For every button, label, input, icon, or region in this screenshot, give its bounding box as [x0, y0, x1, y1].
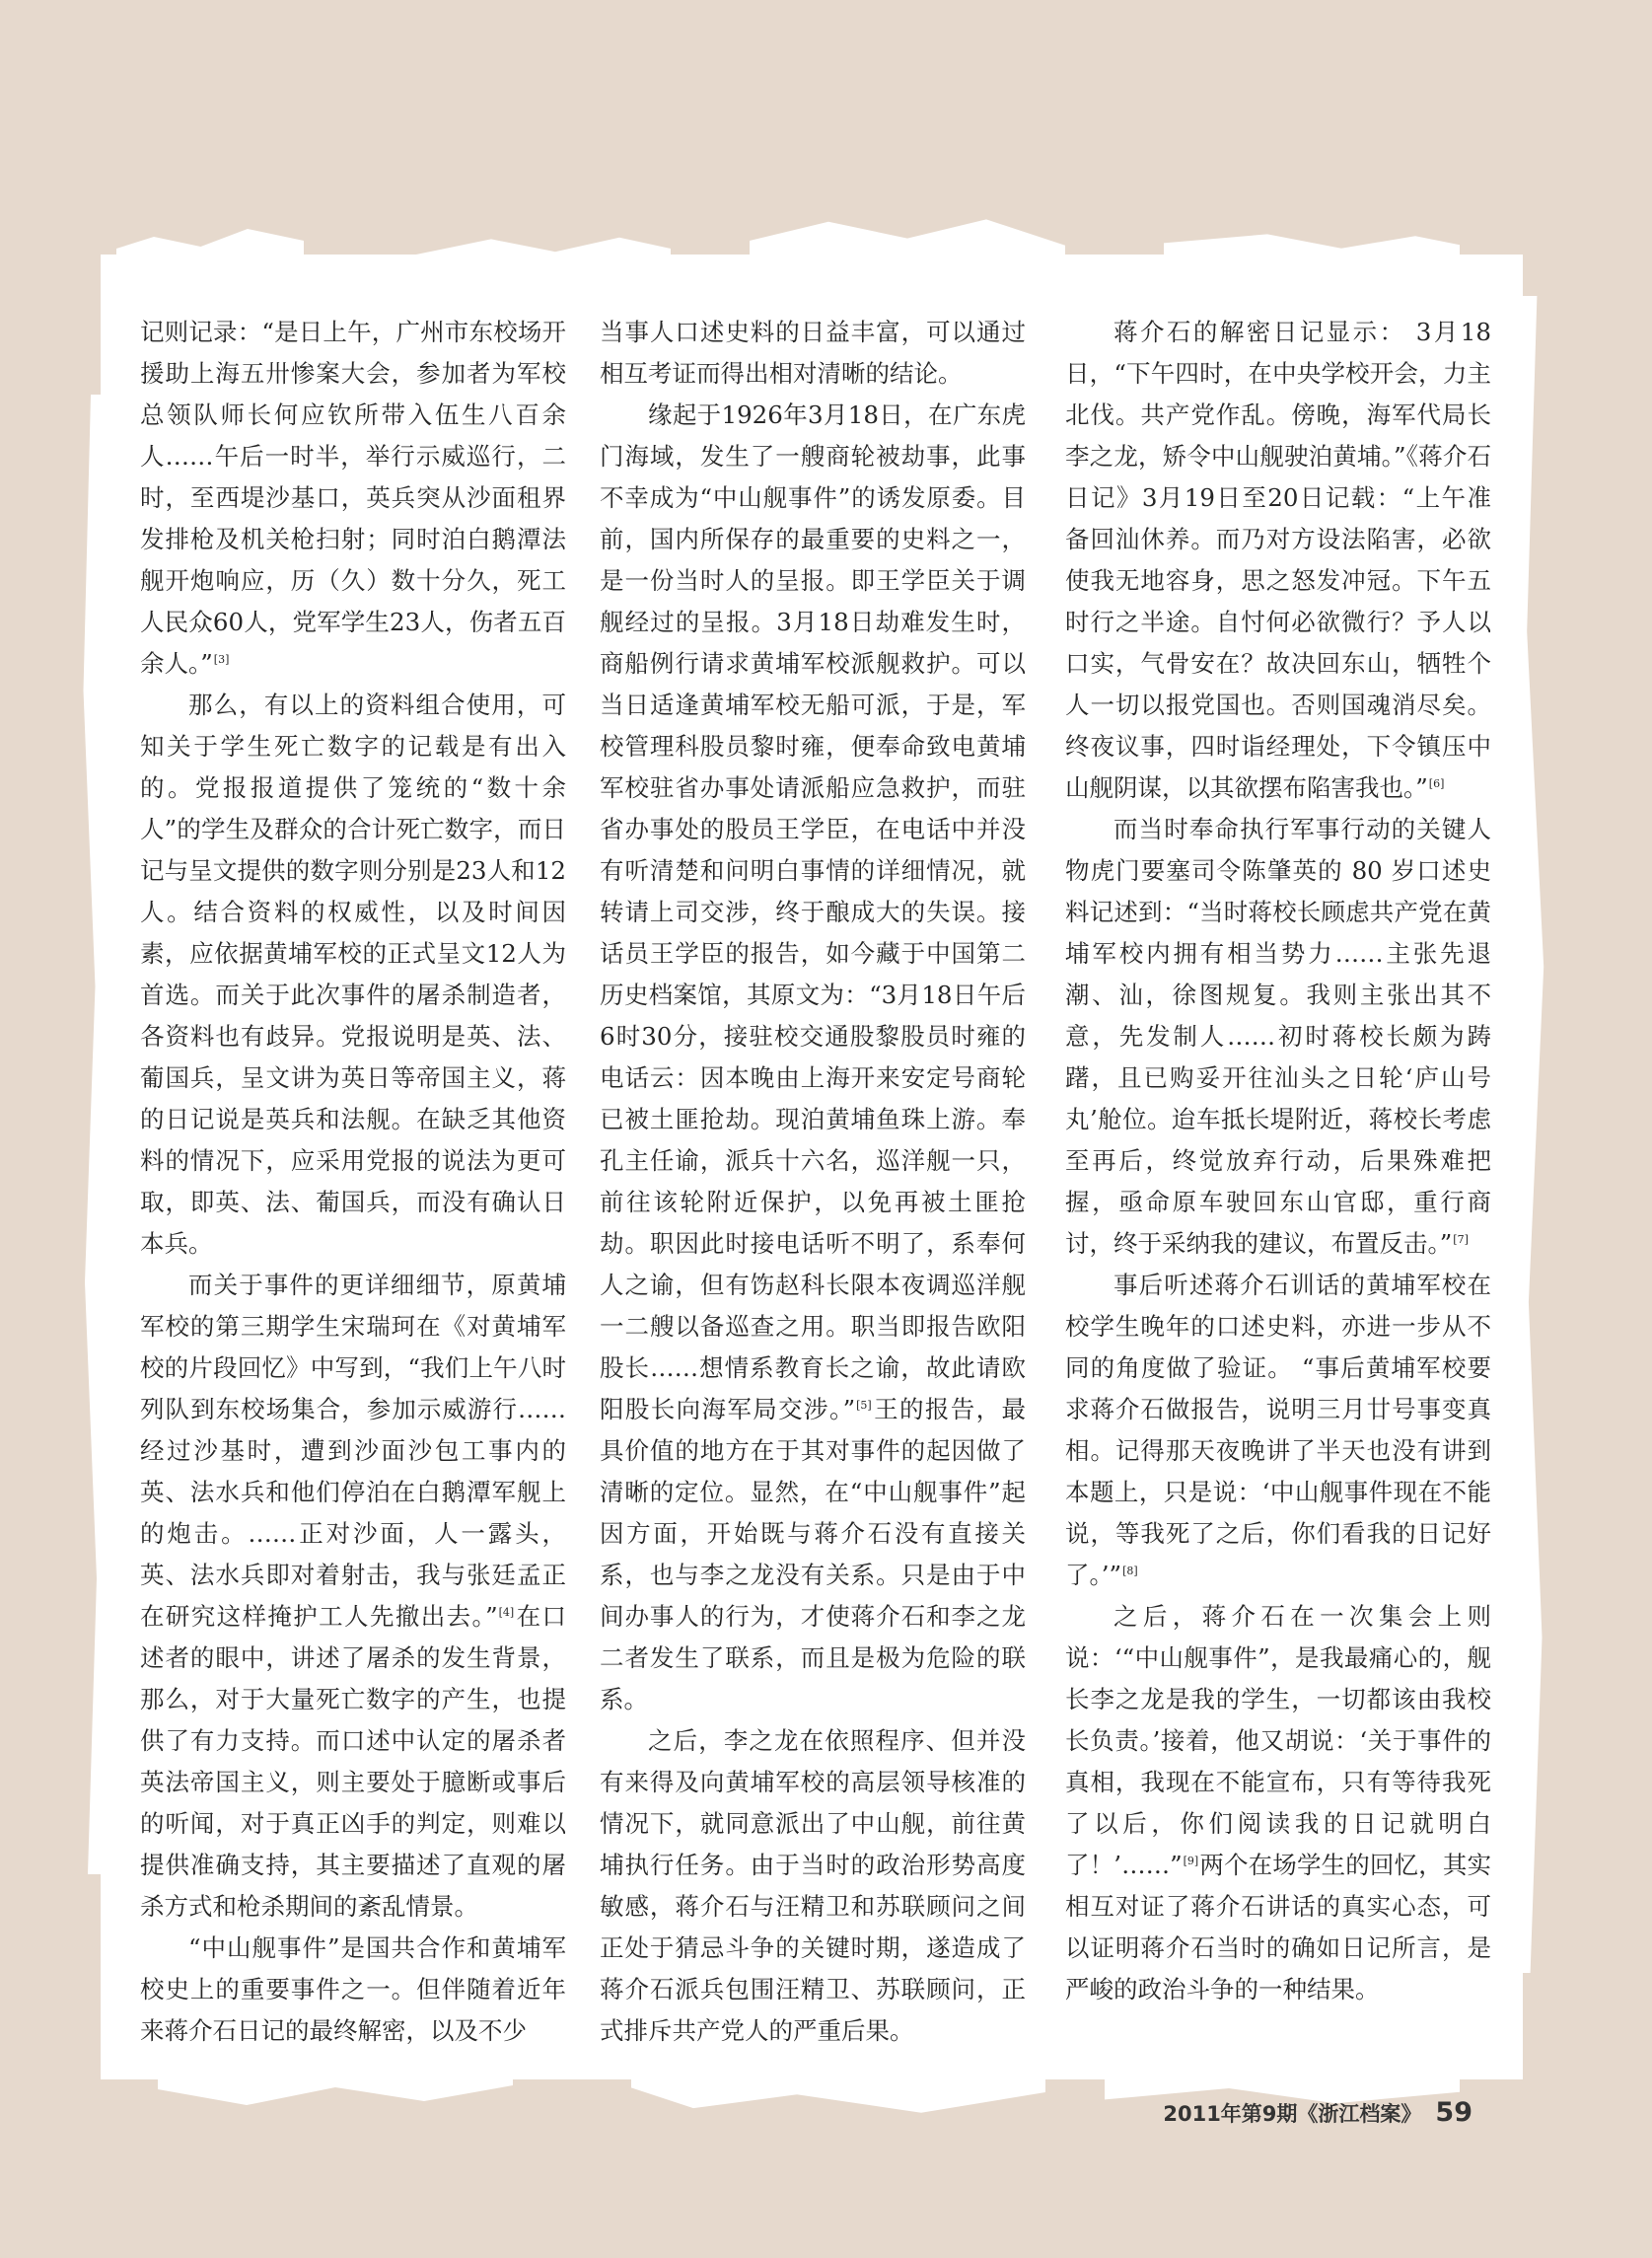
- page-footer: [1163, 2097, 1472, 2128]
- paragraph-text: 事后听述蒋介石训话的黄埔军校在校学生晚年的口述史料，亦进一步从不同的角度做了验证。 “事后黄埔军校要求蒋介石做报告，说明三月廿号事变真相。记得那天夜晚讲了半天也没有讲到本题上，只是说：‘中山舰事件现在不能说，等我死了之后，你们看我的日记好了。’”: [1065, 1271, 1491, 1589]
- issue-label: 2011年第9期《浙江档案》: [1163, 2102, 1422, 2126]
- paragraph-text: 记则记录：“是日上午，广州市东校场开援助上海五卅惨案大会，参加者为军校总领队师长何应钦所带入伍生八百余人……午后一时半，举行示威巡行，二时，至西堤沙基口，英兵突从沙面租界发排枪及机关枪扫射；同时泊白鹅潭法舰开炮响应，历（久）数十分久，死工人民众60人，党军学生23人，伤者五百余人。”: [140, 318, 566, 678]
- paragraph: [140, 1265, 566, 1928]
- paragraph-text: 两个在场学生的回忆，其实相互对证了蒋介石讲话的真实心态，可以证明蒋介石当时的确如日记所言，是严峻的政治斗争的一种结果。: [1065, 1851, 1491, 2003]
- footnote-ref: [9]: [1183, 1854, 1199, 1867]
- paragraph-text: 在口述者的眼中，讲述了屠杀的发生背景，那么，对于大量死亡数字的产生，也提供了有力支持。而口述中认定的屠杀者英法帝国主义，则主要处于臆断或事后的听闻，对于真正凶手的判定，则难以提供准确支持，其主要描述了直观的屠杀方式和枪杀期间的紊乱情景。: [140, 1602, 566, 1921]
- paragraph: [1065, 1596, 1491, 2010]
- footnote-ref: [8]: [1122, 1564, 1138, 1577]
- paragraph: [1065, 1265, 1491, 1596]
- paragraph: [1065, 809, 1491, 1265]
- text-column-2: [600, 312, 1026, 2068]
- text-column-3: [1065, 312, 1491, 2068]
- text-column-1: [140, 312, 566, 2068]
- paragraph: [1065, 312, 1491, 809]
- footnote-ref: [7]: [1453, 1232, 1469, 1246]
- paragraph-text: 王的报告，最具价值的地方在于其对事件的起因做了清晰的定位。显然，在“中山舰事件”起因方面，开始既与蒋介石没有直接关系，也与李之龙没有关系。只是由于中间办事人的行为，才使蒋介石和李之龙二者发生了联系，而且是极为危险的联系。: [600, 1395, 1026, 1713]
- paragraph-text: 之后，李之龙在依照程序、但并没有来得及向黄埔军校的高层领导核准的情况下，就同意派出了中山舰，前往黄埔执行任务。由于当时的政治形势高度敏感，蒋介石与汪精卫和苏联顾问之间正处于猜忌斗争的关键时期，遂造成了蒋介石派兵包围汪精卫、苏联顾问，正式排斥共产党人的严重后果。: [600, 1726, 1026, 2045]
- paragraph: [140, 312, 566, 685]
- paragraph: [600, 312, 1026, 395]
- paragraph-text: 当事人口述史料的日益丰富，可以通过相互考证而得出相对清晰的结论。: [600, 318, 1026, 388]
- paragraph-text: 而当时奉命执行军事行动的关键人物虎门要塞司令陈肇英的 80 岁口述史料记述到：“当时蒋校长顾虑共产党在黄埔军校内拥有相当势力……主张先退潮、汕，徐图规复。我则主张出其不意，先发制人……初时蒋校长颇为踌躇，且已购妥开往汕头之日轮‘庐山号丸’舱位。迨车抵长堤附近，蒋校长考虑至再后，终觉放弃行动，后果殊难把握，亟命原车驶回东山官邸，重行商讨，终于采纳我的建议，布置反击。”: [1065, 815, 1491, 1258]
- footnote-ref: [4]: [498, 1605, 515, 1619]
- footnote-ref: [6]: [1428, 776, 1445, 790]
- paragraph-text: “中山舰事件”是国共合作和黄埔军校史上的重要事件之一。但伴随着近年来蒋介石日记的最终解密，以及不少: [140, 1933, 566, 2045]
- paragraph: [140, 1928, 566, 2052]
- paragraph-text: 而关于事件的更详细细节，原黄埔军校的第三期学生宋瑞珂在《对黄埔军校的片段回忆》中写到，“我们上午八时列队到东校场集合，参加示威游行……经过沙基时，遭到沙面沙包工事内的英、法水兵和他们停泊在白鹅潭军舰上的炮击。……正对沙面，人一露头，英、法水兵即对着射击，我与张廷孟正在研究这样掩护工人先撤出去。”: [140, 1271, 566, 1631]
- paragraph-text: 那么，有以上的资料组合使用，可知关于学生死亡数字的记载是有出入的。党报报道提供了笼统的“数十余人”的学生及群众的合计死亡数字，而日记与呈文提供的数字则分别是23人和12人。结合资料的权威性，以及时间因素，应依据黄埔军校的正式呈文12人为首选。而关于此次事件的屠杀制造者，各资料也有歧异。党报说明是英、法、葡国兵，呈文讲为英日等帝国主义，蒋的日记说是英兵和法舰。在缺乏其他资料的情况下，应采用党报的说法为更可取，即英、法、葡国兵，而没有确认日本兵。: [140, 691, 566, 1258]
- paragraph: [600, 395, 1026, 1720]
- paragraph-text: 之后，蒋介石在一次集会上则说：‘“中山舰事件”，是我最痛心的，舰长李之龙是我的学生，一切都该由我校长负责。’接着，他又胡说：‘关于事件的真相，我现在不能宣布，只有等待我死了以后，你们阅读我的日记就明白了！’……”: [1065, 1602, 1491, 1879]
- footnote-ref: [5]: [856, 1398, 872, 1412]
- paragraph: [600, 1720, 1026, 2052]
- paragraph-text: 蒋介石的解密日记显示： 3月18日，“下午四时，在中央学校开会，力主北伐。共产党作乱。傍晚，海军代局长李之龙，矫令中山舰驶泊黄埔。”《蒋介石日记》3月19日至20日记载：“上午准备回汕休养。而乃对方设法陷害，必欲使我无地容身，思之怒发冲冠。下午五时行之半途。自忖何必欲微行？予人以口实，气骨安在？故决回东山，牺牲个人一切以报党国也。否则国魂消尽矣。终夜议事，四时诣经理处，下令镇压中山舰阴谋，以其欲摆布陷害我也。”: [1065, 318, 1491, 802]
- paragraph-text: 缘起于1926年3月18日，在广东虎门海域，发生了一艘商轮被劫事，此事不幸成为“中山舰事件”的诱发原委。目前，国内所保存的最重要的史料之一，是一份当时人的呈报。即王学臣关于调舰经过的呈报。3月18日劫难发生时，商船例行请求黄埔军校派舰救护。可以当日适逢黄埔军校无船可派，于是，军校管理科股员黎时雍，便奉命致电黄埔军校驻省办事处请派船应急救护，而驻省办事处的股员王学臣，在电话中并没有听清楚和问明白事情的详细情况，就转请上司交涉，终于酿成大的失误。接话员王学臣的报告，如今藏于中国第二历史档案馆，其原文为：“3月18日午后6时30分，接驻校交通股黎股员时雍的电话云：因本晚由上海开来安定号商轮已被土匪抢劫。现泊黄埔鱼珠上游。奉孔主任谕，派兵十六名，巡洋舰一只，前往该轮附近保护，以免再被土匪抢劫。职因此时接电话听不明了，系奉何人之谕，但有饬赵科长限本夜调巡洋舰一二艘以备巡查之用。职当即报告欧阳股长……想情系教育长之谕，故此请欧阳股长向海军局交涉。”: [600, 401, 1026, 1423]
- article-panel: [101, 255, 1523, 2079]
- page-number: 59: [1435, 2097, 1472, 2128]
- footnote-ref: [3]: [213, 652, 230, 666]
- paragraph: [140, 685, 566, 1265]
